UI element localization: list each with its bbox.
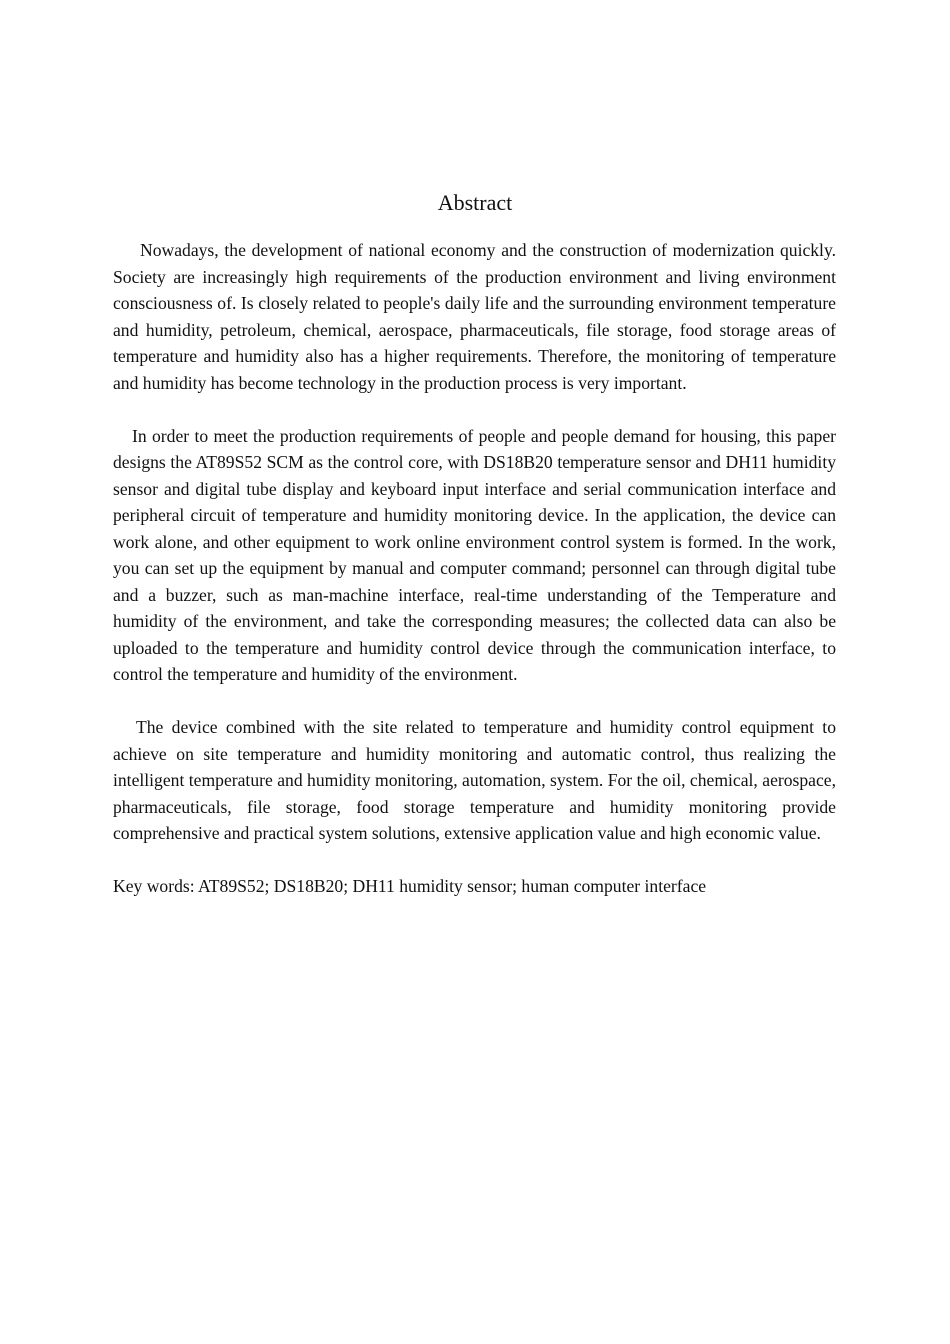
abstract-heading: Abstract [437,190,513,215]
abstract-paragraph-2: In order to meet the production requirements of people and people demand for housing, this paper designs the AT89S52 SCM as the control core, with DS18B20 temperature sensor and DH11 humidity sensor and digital tube display and keyboard input interface and serial communication interface and peripheral circuit of temperature and humidity monitoring device. In the application, the device can work alone, and other equipment to work online environment control system is formed. In the work, you can set up the equipment by manual and computer command; personnel can through digital tube and a buzzer, such as man-machine interface, real-time understanding of the Temperature and humidity of the environment, and take the corresponding measures; the collected data can also be uploaded to the temperature and humidity control device through the communication interface, to control the temperature and humidity of the environment. [113,425,836,684]
abstract-paragraph-1: Nowadays, the development of national economy and the construction of modernization quickly. Society are increasingly high requirements of the production environment and living environment consciousness of. Is closely related to people's daily life and the surrounding environment temperature and humidity, petroleum, chemical, aerospace, pharmaceuticals, file storage, food storage areas of temperature and humidity also has a higher requirements. Therefore, the monitoring of temperature and humidity has become technology in the production process is very important. [113,240,836,393]
keywords-line: Key words: AT89S52; DS18B20; DH11 humidity sensor; human computer interface [113,876,707,896]
abstract-paragraph-3: The device combined with the site related to temperature and humidity control equipment to achieve on site temperature and humidity monitoring and automatic control, thus realizing the intelligent temperature and humidity monitoring, automation, system. For the oil, chemical, aerospace, pharmaceuticals, file storage, food storage temperature and humidity monitoring provide comprehensive and practical system solutions, extensive application value and high economic value. [113,717,836,843]
abstract-body [113,237,836,926]
